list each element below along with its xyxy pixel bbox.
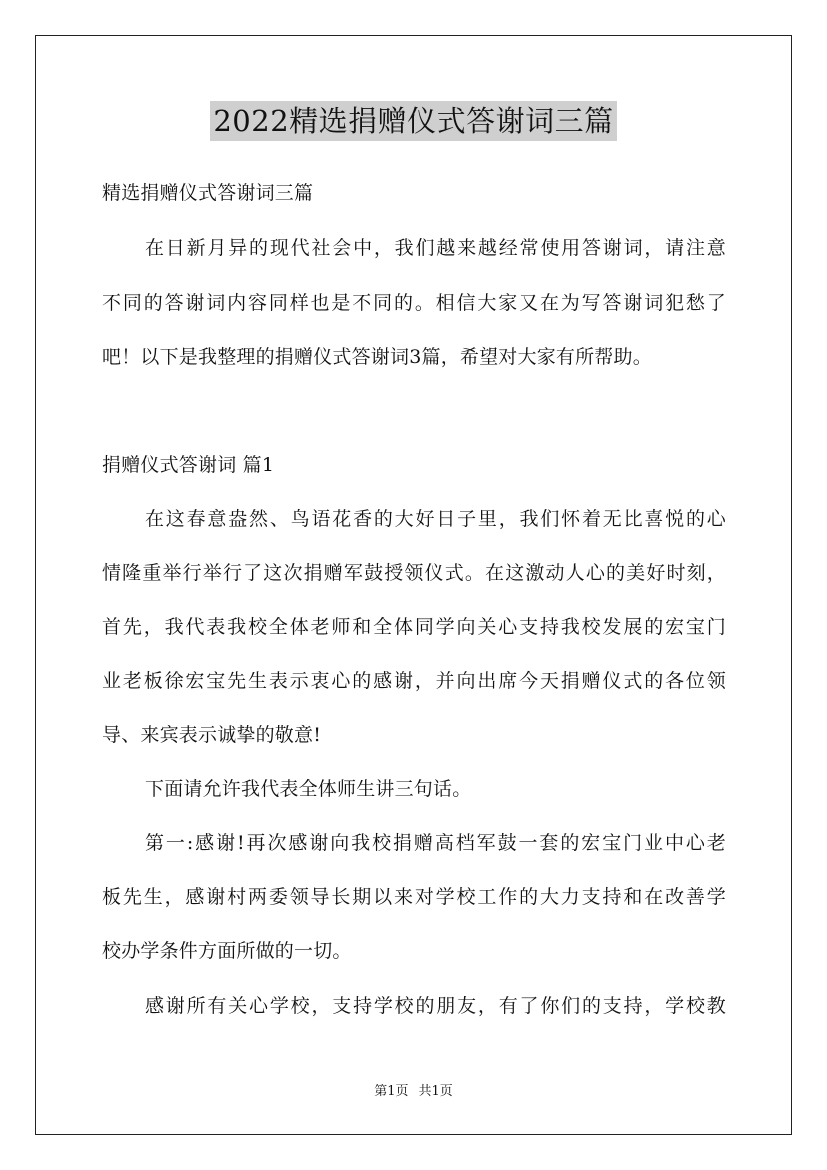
paragraph-line: 情隆重举行举行了这次捐赠军鼓授领仪式。在这激动人心的美好时刻， [102,562,726,584]
document-title: 2022精选捐赠仪式答谢词三篇 [210,101,616,141]
paragraph-line: 不同的答谢词内容同样也是不同的。相信大家又在为写答谢词犯愁了 [102,292,726,314]
page-footer [0,1084,827,1100]
subtitle-line: 精选捐赠仪式答谢词三篇 [102,182,314,204]
paragraph-line: 校办学条件方面所做的一切。 [102,940,352,962]
section-heading: 捐赠仪式答谢词 篇1 [102,454,275,476]
paragraph-line: 板先生，感谢村两委领导长期以来对学校工作的大力支持和在改善学 [102,886,726,908]
paragraph-line: 在日新月异的现代社会中，我们越来越经常使用答谢词，请注意 [145,237,726,259]
paragraph-line: 第一:感谢!再次感谢向我校捐赠高档军鼓一套的宏宝门业中心老 [145,832,726,854]
paragraph-line: 业老板徐宏宝先生表示衷心的感谢，并向出席今天捐赠仪式的各位领 [102,670,726,692]
page-number: 第1页 [374,1084,409,1099]
page-total: 共1页 [418,1084,453,1099]
paragraph-line: 吧！以下是我整理的捐赠仪式答谢词3篇，希望对大家有所帮助。 [102,346,652,368]
paragraph-line: 首先，我代表我校全体老师和全体同学向关心支持我校发展的宏宝门 [102,616,726,638]
paragraph-line: 下面请允许我代表全体师生讲三句话。 [145,778,472,800]
paragraph-line: 在这春意盎然、鸟语花香的大好日子里，我们怀着无比喜悦的心 [145,508,726,530]
title-container [0,101,827,141]
paragraph-line: 感谢所有关心学校，支持学校的朋友，有了你们的支持，学校教 [145,995,726,1017]
paragraph-line: 导、来宾表示诚挚的敬意! [102,724,322,746]
